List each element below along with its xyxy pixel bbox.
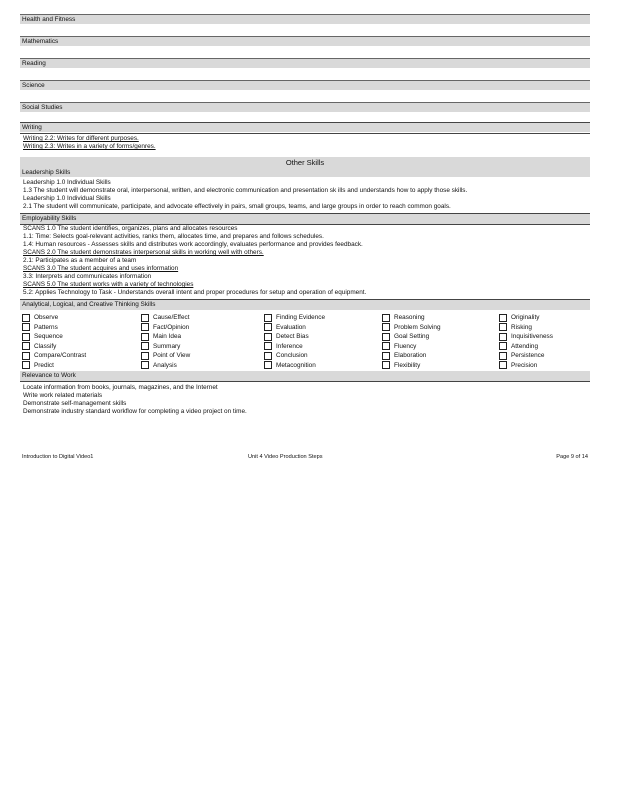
skill-label: Inquisitiveness — [511, 333, 553, 341]
checkbox[interactable] — [141, 314, 149, 322]
subject-row — [20, 102, 590, 116]
checkbox[interactable] — [382, 361, 390, 369]
employability-line: 2.1: Participates as a member of a team — [23, 257, 137, 264]
checkbox[interactable] — [22, 361, 30, 369]
checkbox[interactable] — [382, 342, 390, 350]
subject-label: Reading — [20, 59, 590, 68]
checkbox[interactable] — [22, 333, 30, 341]
skill-checkbox-item[interactable] — [499, 323, 592, 333]
skill-checkbox-item[interactable] — [264, 351, 382, 361]
employability-line: SCANS 5.0 The student works with a variety of technologies — [23, 281, 194, 288]
skill-label: Fluency — [394, 342, 417, 350]
skill-label: Compare/Contrast — [34, 352, 87, 360]
checkbox[interactable] — [264, 314, 272, 322]
checkbox[interactable] — [382, 333, 390, 341]
subject-label: Science — [20, 81, 590, 90]
skill-checkbox-item[interactable] — [141, 313, 264, 323]
checkbox[interactable] — [22, 342, 30, 350]
skill-label: Patterns — [34, 323, 58, 331]
subject-row — [20, 58, 590, 80]
skill-checkbox-item[interactable] — [22, 313, 141, 323]
skill-checkbox-item[interactable] — [264, 323, 382, 333]
writing-label: Writing — [20, 123, 590, 132]
skill-checkbox-item[interactable] — [141, 361, 264, 371]
footer-unit: Unit 4 Video Production Steps — [248, 454, 323, 460]
checkbox[interactable] — [264, 333, 272, 341]
skill-checkbox-item[interactable] — [499, 361, 592, 371]
checkbox[interactable] — [22, 352, 30, 360]
employability-line: 5.2: Applies Technology to Task - Understands overall intent and proper procedures for setup and operation of equipment. — [23, 289, 367, 296]
skill-checkbox-item[interactable] — [264, 332, 382, 342]
leadership-label: Leadership Skills — [20, 168, 590, 177]
writing-standard: Writing 2.3: Writes in a variety of forms/genres. — [23, 143, 156, 150]
employability-line: SCANS 2.0 The student demonstrates interpersonal skills in working well with others. — [23, 249, 264, 256]
checkbox[interactable] — [264, 352, 272, 360]
thinking-skills-label: Analytical, Logical, and Creative Thinking Skills — [20, 300, 590, 310]
leadership-line: Leadership 1.0 Individual Skills — [23, 179, 111, 186]
skill-label: Point of View — [153, 352, 191, 360]
checkbox[interactable] — [141, 342, 149, 350]
skill-label: Analysis — [153, 361, 177, 369]
employability-line: 3.3: Interprets and communicates information — [23, 273, 152, 280]
relevance-label: Relevance to Work — [20, 371, 590, 381]
skill-checkbox-item[interactable] — [22, 351, 141, 361]
skill-checkbox-item[interactable] — [141, 332, 264, 342]
checkbox[interactable] — [499, 333, 507, 341]
relevance-section — [20, 371, 590, 416]
thinking-skills-grid — [20, 313, 590, 370]
skill-label: Goal Setting — [394, 333, 430, 341]
skill-label: Inference — [276, 342, 303, 350]
checkbox[interactable] — [382, 323, 390, 331]
skill-checkbox-item[interactable] — [499, 313, 592, 323]
skills-column — [264, 313, 382, 370]
skill-label: Risking — [511, 323, 532, 331]
relevance-line: Write work related materials — [23, 392, 103, 399]
subject-list — [20, 14, 590, 116]
skill-label: Sequence — [34, 333, 63, 341]
skill-label: Predict — [34, 361, 54, 369]
skill-label: Summary — [153, 342, 181, 350]
relevance-line: Demonstrate self-management skills — [23, 400, 127, 407]
checkbox[interactable] — [264, 342, 272, 350]
checkbox[interactable] — [499, 352, 507, 360]
skills-column — [141, 313, 264, 370]
checkbox[interactable] — [499, 342, 507, 350]
skill-label: Precision — [511, 361, 538, 369]
checkbox[interactable] — [382, 352, 390, 360]
checkbox[interactable] — [264, 361, 272, 369]
skill-label: Flexibility — [394, 361, 421, 369]
skill-checkbox-item[interactable] — [382, 361, 499, 371]
checkbox[interactable] — [382, 314, 390, 322]
footer-page-number: Page 9 of 14 — [556, 454, 588, 460]
skill-checkbox-item[interactable] — [382, 351, 499, 361]
checkbox[interactable] — [22, 314, 30, 322]
skill-checkbox-item[interactable] — [264, 361, 382, 371]
skill-checkbox-item[interactable] — [264, 342, 382, 352]
skill-label: Detect Bias — [276, 333, 309, 341]
checkbox[interactable] — [264, 323, 272, 331]
subject-label: Mathematics — [20, 37, 590, 46]
skills-column — [22, 313, 141, 370]
employability-list — [20, 225, 590, 297]
employability-label: Employability Skills — [20, 214, 590, 224]
skills-column — [382, 313, 499, 370]
lesson-document — [20, 14, 590, 416]
skill-checkbox-item[interactable] — [141, 323, 264, 333]
skill-label: Observe — [34, 314, 59, 322]
thinking-skills-section — [20, 299, 590, 370]
skill-checkbox-item[interactable] — [22, 332, 141, 342]
checkbox[interactable] — [499, 361, 507, 369]
employability-line: SCANS 3.0 The student acquires and uses information — [23, 265, 179, 272]
skill-label: Evaluation — [276, 323, 306, 331]
subject-label: Health and Fitness — [20, 15, 590, 24]
checkbox[interactable] — [141, 352, 149, 360]
checkbox[interactable] — [22, 323, 30, 331]
skill-checkbox-item[interactable] — [264, 313, 382, 323]
other-skills-section — [20, 157, 590, 211]
skill-label: Reasoning — [394, 314, 425, 322]
skill-label: Metacognition — [276, 361, 316, 369]
checkbox[interactable] — [141, 361, 149, 369]
skill-checkbox-item[interactable] — [499, 342, 592, 352]
skill-label: Originality — [511, 314, 540, 322]
checkbox[interactable] — [141, 323, 149, 331]
checkbox[interactable] — [499, 323, 507, 331]
skill-checkbox-item[interactable] — [382, 342, 499, 352]
skill-label: Elaboration — [394, 352, 427, 360]
skill-checkbox-item[interactable] — [22, 342, 141, 352]
employability-line: 1.4: Human resources - Assesses skills and distributes work accordingly, evaluates performance and provides feedback. — [23, 241, 363, 248]
relevance-line: Locate information from books, journals, magazines, and the Internet — [23, 384, 218, 391]
skill-label: Fact/Opinion — [153, 323, 190, 331]
skill-label: Attending — [511, 342, 539, 350]
skill-label: Main Idea — [153, 333, 182, 341]
checkbox[interactable] — [141, 333, 149, 341]
skill-checkbox-item[interactable] — [141, 351, 264, 361]
relevance-line: Demonstrate industry standard workflow for completing a video project on time. — [23, 408, 247, 415]
skill-checkbox-item[interactable] — [382, 323, 499, 333]
skill-label: Finding Evidence — [276, 314, 326, 322]
skill-checkbox-item[interactable] — [499, 351, 592, 361]
skill-checkbox-item[interactable] — [382, 313, 499, 323]
skill-label: Persistence — [511, 352, 545, 360]
writing-section — [20, 122, 590, 151]
skill-checkbox-item[interactable] — [22, 361, 141, 371]
other-skills-title: Other Skills — [20, 157, 590, 168]
leadership-line: Leadership 1.0 Individual Skills — [23, 195, 111, 202]
skill-checkbox-item[interactable] — [382, 332, 499, 342]
skill-checkbox-item[interactable] — [22, 323, 141, 333]
employability-section — [20, 213, 590, 297]
footer-course: Introduction to Digital Video1 — [22, 454, 94, 460]
skill-checkbox-item[interactable] — [499, 332, 592, 342]
subject-row — [20, 36, 590, 58]
employability-line: SCANS 1.0 The student identifies, organizes, plans and allocates resources — [23, 225, 238, 232]
skill-label: Cause/Effect — [153, 314, 190, 322]
employability-line: 1.1: Time: Selects goal-relevant activities, ranks them, allocates time, and prepares and follows schedules. — [23, 233, 324, 240]
leadership-line: 2.1 The student will communicate, participate, and advocate effectively in pairs, small groups, teams, and large groups in order to reach common goals. — [23, 203, 451, 210]
writing-standard: Writing 2.2: Writes for different purposes. — [23, 135, 139, 142]
skill-label: Conclusion — [276, 352, 308, 360]
subject-label: Social Studies — [20, 103, 590, 112]
checkbox[interactable] — [499, 314, 507, 322]
subject-row — [20, 14, 590, 36]
skills-column — [499, 313, 592, 370]
skill-label: Problem Solving — [394, 323, 441, 331]
skill-label: Classify — [34, 342, 57, 350]
skill-checkbox-item[interactable] — [141, 342, 264, 352]
subject-row — [20, 80, 590, 102]
leadership-line: 1.3 The student will demonstrate oral, interpersonal, written, and electronic communication and presentation sk ills and understands how to apply those skills. — [23, 187, 468, 194]
